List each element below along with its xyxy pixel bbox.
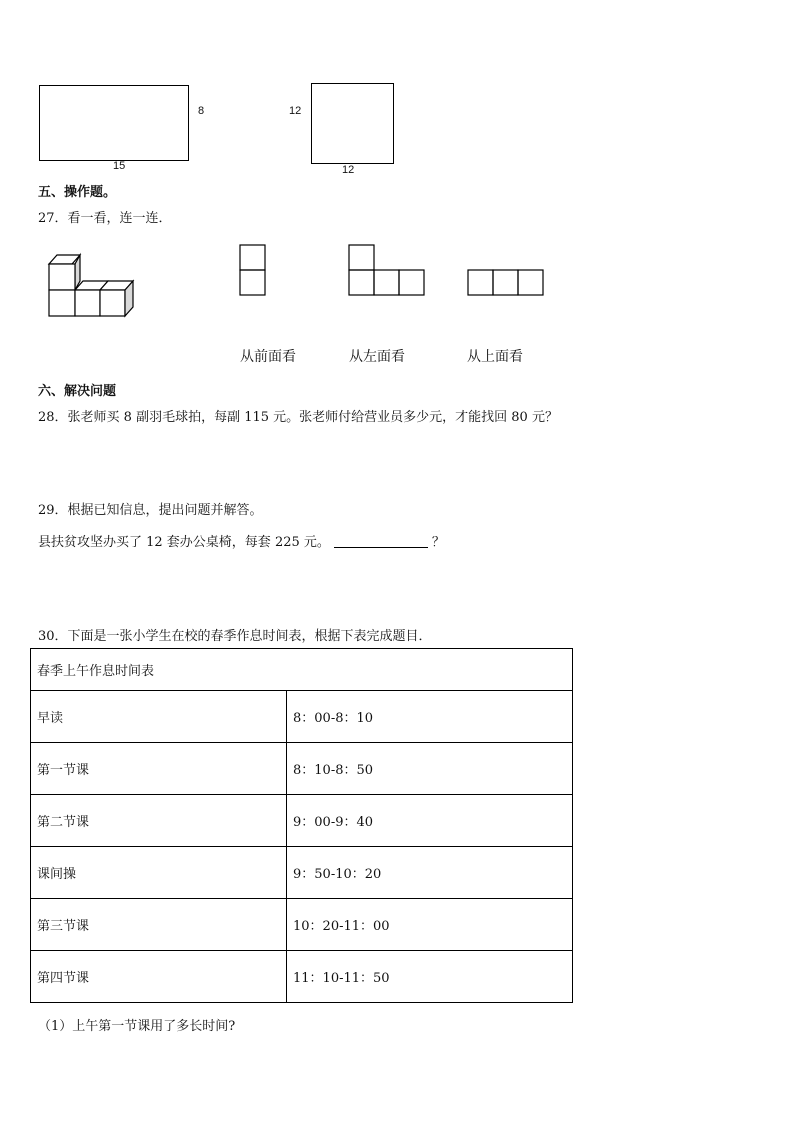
label-top-view: 从上面看 <box>467 349 523 365</box>
activity-cell: 第一节课 <box>31 743 287 795</box>
time-cell: 9：00-9：40 <box>287 795 573 847</box>
table-row <box>31 743 573 795</box>
activity-cell: 第四节课 <box>31 951 287 1003</box>
question-29-info-text: 县扶贫攻坚办买了 12 套办公桌椅，每套 225 元。 <box>38 535 330 550</box>
table-row <box>31 951 573 1003</box>
activity-cell: 课间操 <box>31 847 287 899</box>
time-cell: 9：50-10：20 <box>287 847 573 899</box>
answer-blank[interactable] <box>334 534 428 548</box>
table-row <box>31 847 573 899</box>
time-cell: 10：20-11：00 <box>287 899 573 951</box>
table-row <box>31 691 573 743</box>
question-28: 28．张老师买 8 副羽毛球拍，每副 115 元。张老师付给营业员多少元，才能找回 80 元？ <box>38 410 558 425</box>
square-width-label: 12 <box>342 164 355 176</box>
question-30: 30．下面是一张小学生在校的春季作息时间表，根据下表完成题目． <box>38 629 432 644</box>
label-front-view: 从前面看 <box>240 349 296 365</box>
rectangle-height-label: 8 <box>198 105 205 117</box>
schedule-table-title: 春季上午作息时间表 <box>31 649 573 691</box>
view-two-stacked-squares <box>239 244 267 298</box>
section-heading-problems: 六、解决问题 <box>38 384 117 399</box>
question-27: 27．看一看，连一连． <box>38 211 172 226</box>
view-three-in-row <box>467 269 547 298</box>
time-cell: 11：10-11：50 <box>287 951 573 1003</box>
square-figure <box>311 83 394 164</box>
activity-cell: 第二节课 <box>31 795 287 847</box>
label-left-view: 从左面看 <box>349 349 405 365</box>
question-29-info <box>38 531 445 550</box>
question-29: 29．根据已知信息，提出问题并解答。 <box>38 503 263 518</box>
activity-cell: 第三节课 <box>31 899 287 951</box>
section-heading-operation: 五、操作题。 <box>38 185 117 200</box>
question-30-sub-1: （1）上午第一节课用了多长时间? <box>38 1019 236 1034</box>
activity-cell: 早读 <box>31 691 287 743</box>
time-cell: 8：00-8：10 <box>287 691 573 743</box>
question-29-info-end: ？ <box>431 535 445 550</box>
schedule-table <box>30 648 573 1003</box>
view-l-shape <box>348 244 428 298</box>
rectangle-width-label: 15 <box>113 160 126 172</box>
table-row <box>31 795 573 847</box>
cube-stack-figure <box>44 250 140 320</box>
table-row <box>31 899 573 951</box>
square-height-label: 12 <box>289 105 302 117</box>
time-cell: 8：10-8：50 <box>287 743 573 795</box>
rectangle-figure <box>39 85 189 161</box>
